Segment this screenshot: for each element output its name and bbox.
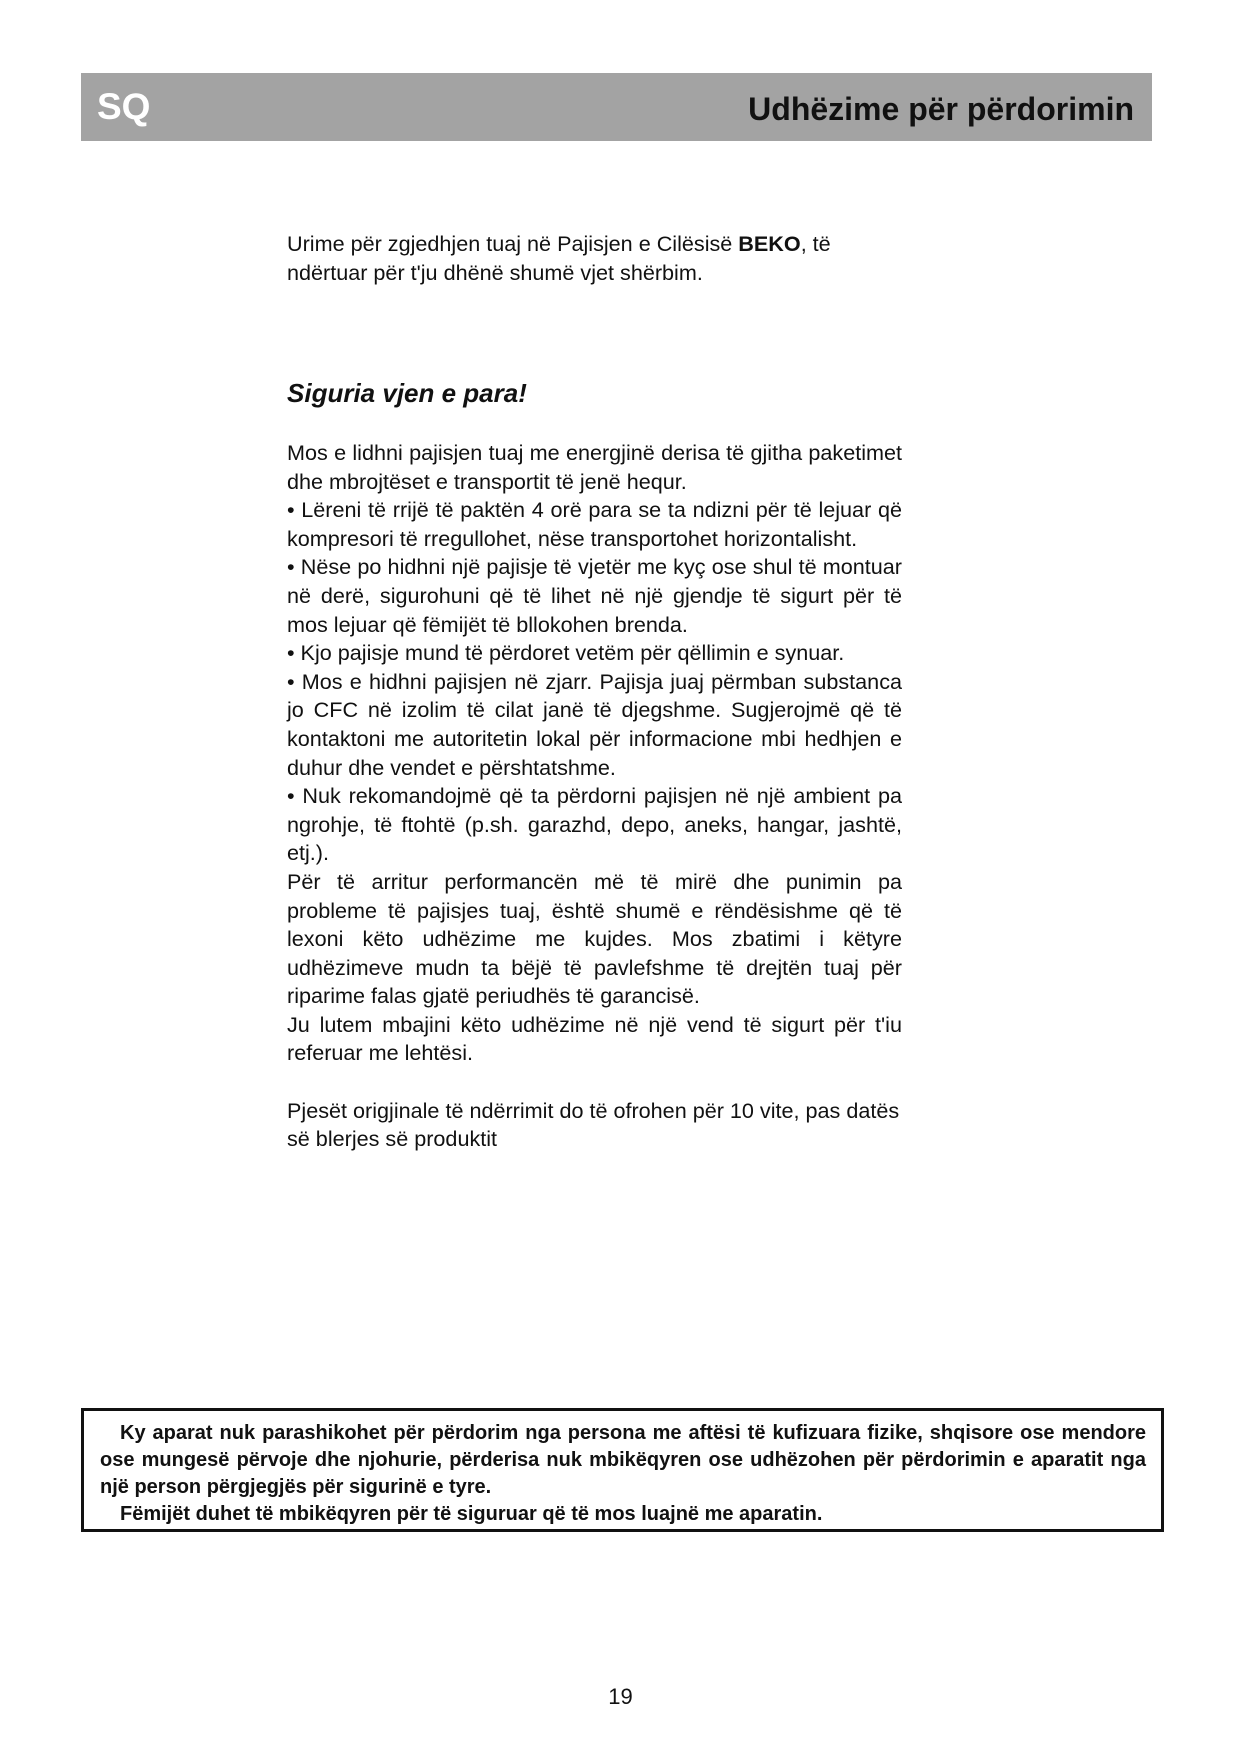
page-number: 19 xyxy=(608,1684,633,1709)
safety-bullet: • Kjo pajisje mund të përdoret vetëm për qëllimin e synuar. xyxy=(287,640,845,666)
warning-text: Ky aparat nuk parashikohet për përdorim nga persona me aftësi të kufizuara fizike, shqisore ose mendore ose mungesë përvoje dhe njohurie, përderisa nuk mbikëqyren ose udhëzohen për përdorimin e aparatit nga një person përgjegjës për sigurinë e tyre. xyxy=(100,1422,1146,1498)
brand-name: BEKO xyxy=(738,231,801,256)
safety-bullet: • Nëse po hidhni një pajisje të vjetër me kyç ose shul të montuar në derë, sigurohuni që të lihet në një gjendje të sigurt për të mos lejuar që fëmijët të bllokohen brenda. xyxy=(287,554,902,637)
safety-bullet: • Nuk rekomandojmë që ta përdorni pajisjen në një ambient pa ngrohje, të ftohtë (p.sh. garazhd, depo, aneks, hangar, jashtë, etj.). xyxy=(287,783,902,866)
header-bar xyxy=(81,73,1152,141)
section-heading: Siguria vjen e para! xyxy=(287,378,527,408)
spare-parts-paragraph: Pjesët origjinale të ndërrimit do të ofrohen për 10 vite, pas datës së blerjes së produktit xyxy=(287,1097,900,1152)
safety-paragraph: Ju lutem mbajini këto udhëzime në një vend të sigurt për t'iu referuar me lehtësi. xyxy=(287,1011,902,1066)
intro-text-start: Urime për zgjedhjen tuaj në Pajisjen e Cilësisë xyxy=(287,231,739,256)
warning-children-text: Fëmijët duhet të mbikëqyren për të siguruar që të mos luajnë me aparatin. xyxy=(120,1503,823,1525)
language-code: SQ xyxy=(97,86,151,127)
safety-paragraph: Për të arritur performancën më të mirë dhe punimin pa probleme të pajisjes tuaj, është shumë e rëndësishme që të lexoni këto udhëzime me kujdes. Mos zbatimi i këtyre udhëzimeve mudn ta bëjë të pavlefshme të drejtën tuaj për riparime falas gjatë periudhës të garancisë. xyxy=(287,868,902,1009)
main-content xyxy=(287,230,902,1152)
intro-paragraph xyxy=(287,230,902,287)
safety-text xyxy=(287,439,902,1154)
safety-bullet: • Mos e hidhni pajisjen në zjarr. Pajisja juaj përmban substanca jo CFC në izolim të cilat janë të djegshme. Sugjerojmë që të kontaktoni me autoritetin lokal për informacione mbi hedhjen e duhur dhe vendet e përshtatshme. xyxy=(287,668,902,780)
safety-bullet: • Lëreni të rrijë të paktën 4 orë para se ta ndizni për të lejuar që kompresori të rregullohet, nëse transportohet horizontalisht. xyxy=(287,497,902,551)
warning-box xyxy=(81,1408,1164,1532)
document-title: Udhëzime për përdorimin xyxy=(748,91,1134,127)
intro-text-end: , të ndërtuar për t'ju dhënë shumë vjet shërbim. xyxy=(287,231,831,285)
safety-paragraph: Mos e lidhni pajisjen tuaj me energjinë derisa të gjitha paketimet dhe mbrojtëset e transportit të jenë hequr. xyxy=(287,440,902,494)
